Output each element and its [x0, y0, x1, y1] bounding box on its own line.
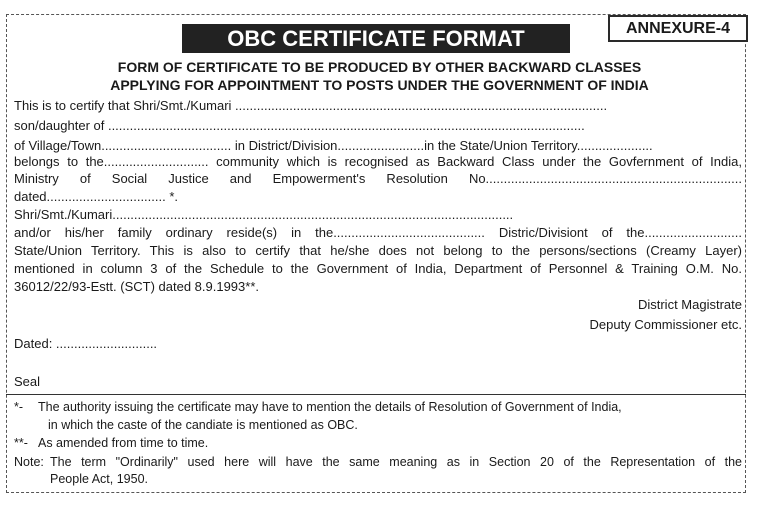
body-line: son/daughter of .................................................................................................................................... [14, 118, 585, 133]
note-marker: Note: [14, 455, 44, 469]
footnote-star-text: The authority issuing the certificate may have to mention the details of Resolution of Government of India, [38, 400, 622, 414]
body-line: belongs to the............................. community which is recognised as Backward Class under the Govfernment of India, [14, 154, 742, 169]
footnote-double-star-marker: **- [14, 436, 28, 450]
signatory-deputy-commissioner: Deputy Commissioner etc. [589, 317, 742, 332]
annexure-label: ANNEXURE-4 [608, 15, 748, 42]
dated-field: Dated: ............................ [14, 336, 158, 351]
body-line: 36012/22/93-Estt. (SCT) dated 8.9.1993**. [14, 279, 259, 294]
body-line: dated................................. *. [14, 189, 179, 204]
footnote-double-star-text: As amended from time to time. [38, 436, 209, 450]
body-line: mentioned in column 3 of the Schedule to the Government of India, Department of Personnel & Training O.M. No. [14, 261, 742, 276]
seal-label: Seal [14, 374, 41, 389]
signatory-district-magistrate: District Magistrate [637, 297, 742, 312]
form-subtitle-line-1: FORM OF CERTIFICATE TO BE PRODUCED BY OTHER BACKWARD CLASSES [117, 59, 642, 75]
body-line: Shri/Smt./Kumari............................................................................................................... [14, 207, 514, 222]
form-subtitle-line-2: APPLYING FOR APPOINTMENT TO POSTS UNDER THE GOVERNMENT OF INDIA [110, 77, 649, 93]
body-line: State/Union Territory. This is also to certify that he/she does not belong to the persons/sections (Creamy Layer) [14, 243, 742, 258]
footnote-star-marker: *- [14, 400, 24, 414]
notes-divider [6, 394, 746, 395]
body-line: Ministry of Social Justice and Empowerment's Resolution No....................................................................... [14, 171, 742, 186]
note-text: The term "Ordinarily" used here will have the same meaning as in Section 20 of the Representation of the [50, 455, 742, 469]
certificate-title: OBC CERTIFICATE FORMAT [182, 24, 570, 53]
body-line: of Village/Town.................................... in District/Division........................in the State/Union Territory..................... [14, 138, 653, 153]
body-line: This is to certify that Shri/Smt./Kumari ....................................................................................................... [14, 98, 608, 113]
footnote-star-text-continued: in which the caste of the candiate is mentioned as OBC. [48, 418, 358, 432]
note-text-continued: People Act, 1950. [50, 472, 148, 486]
body-line: and/or his/her family ordinary reside(s) in the.......................................... Distric/Divisiont of the........................... [14, 225, 742, 240]
